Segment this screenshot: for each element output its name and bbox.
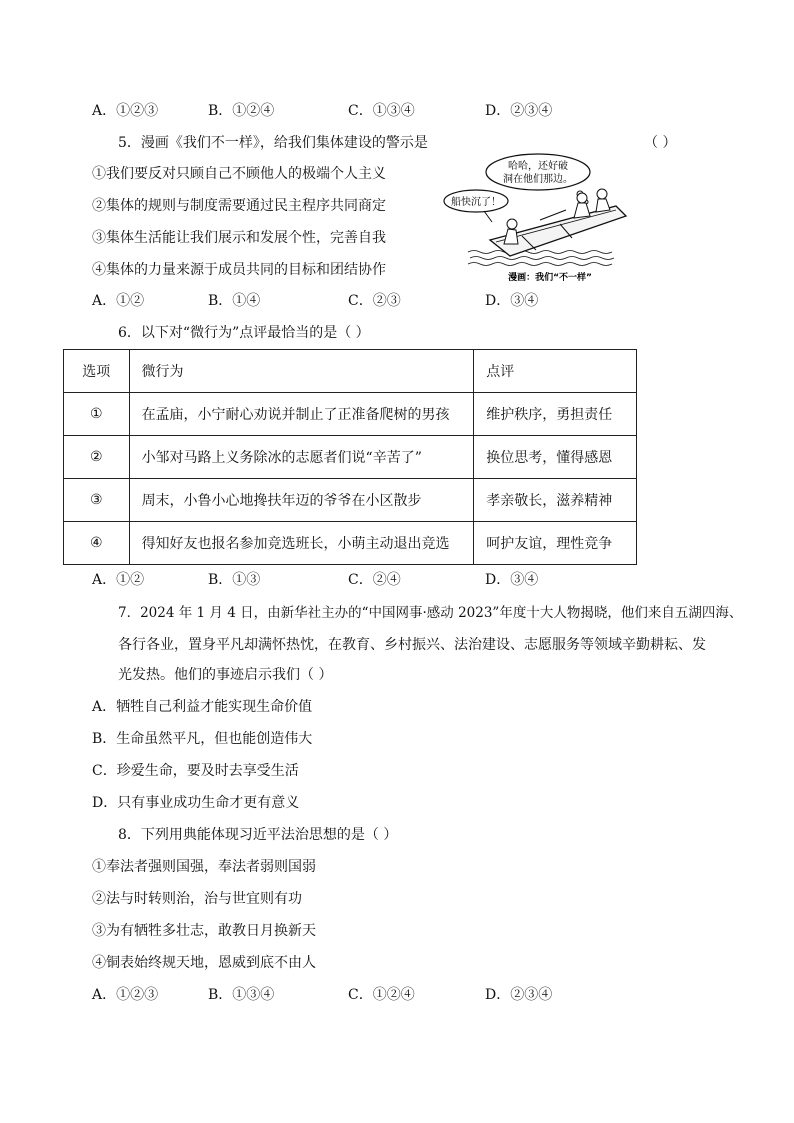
q8-option-c: C．①②④ [348, 987, 415, 1003]
row-behavior: 小邹对马路上义务除冰的志愿者们说“辛苦了” [129, 436, 474, 479]
q8-option-b: B．①③④ [208, 987, 275, 1003]
cartoon-bubble-left: 船快沉了！ [451, 197, 501, 208]
q6-option-d: D．③④ [485, 572, 539, 588]
q7-option-c: C．珍爱生命，要及时去享受生活 [92, 763, 299, 779]
q6-table [63, 349, 637, 565]
q5-statement-2: ②集体的规则与制度需要通过民主程序共同商定 [92, 198, 386, 214]
q4-option-a: A．①②③ [92, 103, 159, 119]
q8-option-a: A．①②③ [92, 987, 159, 1003]
q8-statement-4: ④铜表始终规天地，恩威到底不由人 [92, 955, 316, 971]
row-number: ③ [64, 479, 130, 522]
q5-stem: 5．漫画《我们不一样》，给我们集体建设的警示是 [118, 135, 428, 151]
q4-option-d: D．②③④ [485, 103, 553, 119]
q5-statement-3: ③集体生活能让我们展示和发展个性，完善自我 [92, 230, 386, 246]
q6-option-b: B．①③ [208, 572, 261, 588]
q5-option-b: B．①④ [208, 293, 261, 309]
q8-stem: 8．下列用典能体现习近平法治思想的是（ ） [118, 827, 398, 843]
q5-option-a: A．①② [92, 293, 145, 309]
cartoon-caption: 漫画：我们“不一样” [508, 273, 592, 283]
q6-option-a: A．①② [92, 572, 145, 588]
row-comment: 维护秩序，勇担责任 [474, 393, 637, 436]
q7-option-d: D．只有事业成功生命才更有意义 [92, 795, 300, 811]
cartoon-bubble-right-line2: 洞在他们那边。 [503, 174, 573, 185]
header-micro-behavior: 微行为 [129, 350, 474, 393]
q5-options [92, 291, 612, 311]
row-number: ① [64, 393, 130, 436]
q4-options [92, 101, 612, 121]
row-number: ② [64, 436, 130, 479]
q5-answer-paren: （ ） [644, 135, 677, 151]
q7-option-b: B．生命虽然平凡，但也能创造伟大 [92, 731, 313, 747]
header-comment: 点评 [474, 350, 637, 393]
row-behavior: 得知好友也报名参加竞选班长，小萌主动退出竞选 [129, 522, 474, 565]
table-row [64, 393, 637, 436]
q8-statement-3: ③为有牺牲多壮志，敢教日月换新天 [92, 923, 316, 939]
row-comment: 孝亲敬长，滋养精神 [474, 479, 637, 522]
q6-stem: 6．以下对“微行为”点评最恰当的是（ ） [118, 325, 370, 341]
q6-option-c: C．②④ [348, 572, 401, 588]
q8-statement-1: ①奉法者强则国强，奉法者弱则国弱 [92, 859, 316, 875]
q5-statement-4: ④集体的力量来源于成员共同的目标和团结协作 [92, 262, 386, 278]
table-header-row [64, 350, 637, 393]
q8-options [92, 985, 612, 1005]
row-comment: 呵护友谊，理性竞争 [474, 522, 637, 565]
q8-option-d: D．②③④ [485, 987, 553, 1003]
q5-statement-1: ①我们要反对只顾自己不顾他人的极端个人主义 [92, 166, 386, 182]
q5-option-d: D．③④ [485, 293, 539, 309]
row-comment: 换位思考，懂得感恩 [474, 436, 637, 479]
q7-stem-line1: 7．2024 年 1 月 4 日，由新华社主办的“中国网事·感动 2023”年度十大人物揭晓，他们来自五湖四海、 [118, 605, 743, 621]
q4-option-b: B．①②④ [208, 103, 275, 119]
row-number: ④ [64, 522, 130, 565]
q7-option-a: A．牺牲自己利益才能实现生命价值 [92, 699, 313, 715]
table-row [64, 522, 637, 565]
row-behavior: 在孟庙，小宁耐心劝说并制止了正准备爬树的男孩 [129, 393, 474, 436]
q7-stem-line3: 光发热。他们的事迹启示我们（ ） [118, 667, 333, 683]
row-behavior: 周末，小鲁小心地搀扶年迈的爷爷在小区散步 [129, 479, 474, 522]
header-option: 选项 [64, 350, 130, 393]
q7-stem-line2: 各行各业，置身平凡却满怀热忱，在教育、乡村振兴、法治建设、志愿服务等领域辛勤耕耘、发 [118, 637, 706, 653]
q8-statement-2: ②法与时转则治，治与世宜则有功 [92, 891, 302, 907]
cartoon-illustration [440, 152, 630, 284]
q6-options [92, 570, 612, 590]
table-row [64, 479, 637, 522]
table-row [64, 436, 637, 479]
cartoon-bubble-right-line1: 哈哈，还好破 [508, 161, 568, 172]
q5-option-c: C．②③ [348, 293, 401, 309]
q4-option-c: C．①③④ [348, 103, 415, 119]
